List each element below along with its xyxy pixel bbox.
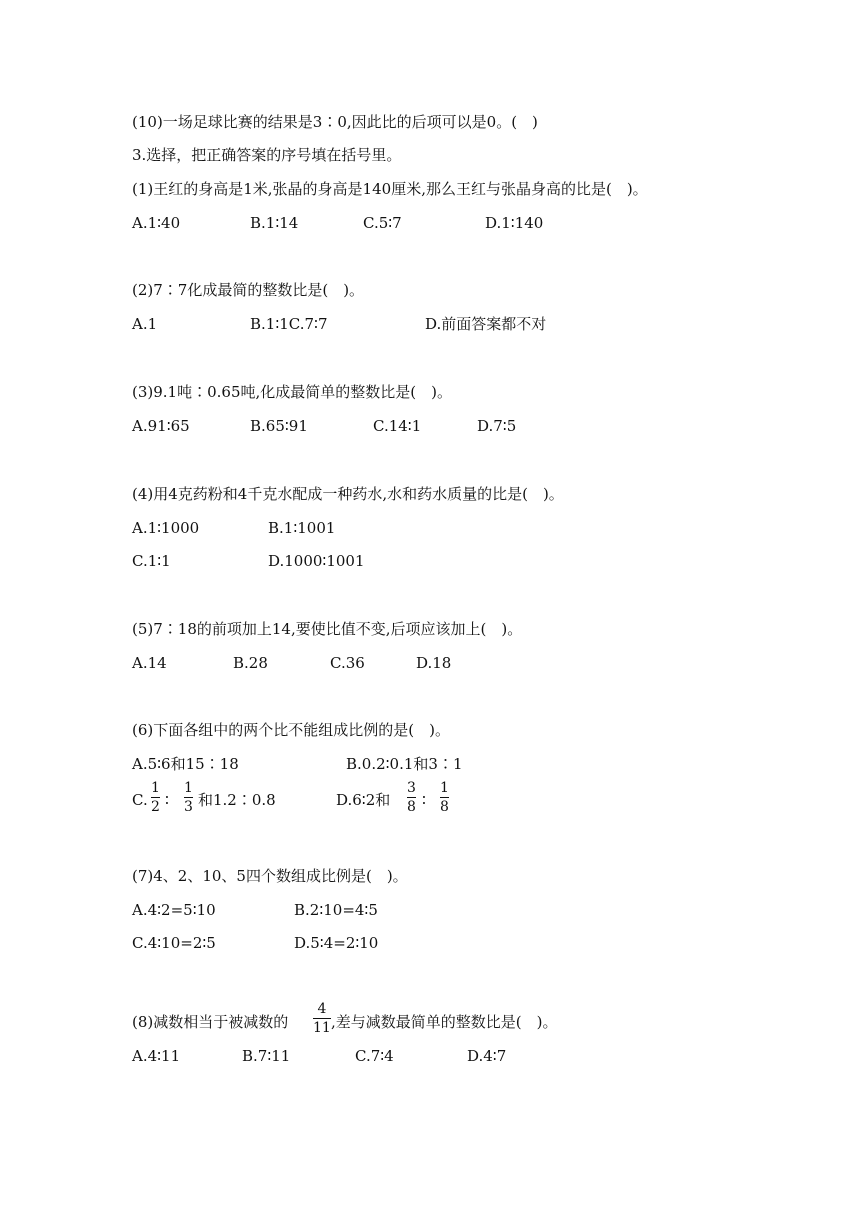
fraction-numerator: 4 [317,1001,327,1017]
question-8-option-b: B.7∶11 [242,1047,291,1065]
question-6-stem: (6)下面各组中的两个比不能组成比例的是( )。 [132,721,450,739]
question-6-option-c-fraction-2 [184,780,193,815]
question-1-option-c: C.5∶7 [363,214,402,232]
question-7-option-a: A.4∶2=5∶10 [132,901,216,919]
question-5-option-c: C.36 [330,654,365,672]
question-6-option-c-colon: ∶ [165,791,169,809]
fraction-numerator: 1 [440,780,449,796]
question-1-option-b: B.1∶14 [250,214,299,232]
question-6-option-b: B.0.2∶0.1和3∶1 [346,755,463,773]
question-5-option-d: D.18 [416,654,452,672]
fraction-denominator: 3 [184,799,193,815]
question-6-option-d-fraction-2 [440,780,449,815]
question-2-option-a: A.1 [132,315,158,333]
question-5-option-b: B.28 [233,654,268,672]
question-6-option-c-prefix: C. [132,791,148,809]
question-6-option-d-colon: ∶ [422,791,426,809]
fraction-numerator: 1 [151,780,160,796]
question-6-option-c-fraction-1 [151,780,160,815]
question-8-option-d: D.4∶7 [467,1047,507,1065]
question-3-stem: (3)9.1吨∶0.65吨,化成最简单的整数比是( )。 [132,383,452,401]
question-2-option-d: D.前面答案都不对 [425,315,547,333]
question-6-option-d-prefix: D.6∶2和 [336,791,391,809]
fraction-denominator: 11 [313,1020,331,1036]
question-4-stem: (4)用4克药粉和4千克水配成一种药水,水和药水质量的比是( )。 [132,485,564,503]
question-6-option-d-fraction-1 [407,780,416,815]
question-4-option-c: C.1∶1 [132,552,171,570]
question-7-option-b: B.2∶10=4∶5 [294,901,378,919]
question-3-option-c: C.14∶1 [373,417,422,435]
question-2-stem: (2)7∶7化成最简的整数比是( )。 [132,281,365,299]
fraction-denominator: 8 [407,799,416,815]
fraction-numerator: 1 [184,780,193,796]
question-8-fraction [313,1001,331,1036]
question-4-option-a: A.1∶1000 [132,519,200,537]
section-3-heading: 3.选择，把正确答案的序号填在括号里。 [132,146,402,164]
question-10: (10)一场足球比赛的结果是3∶0,因此比的后项可以是0。( ) [132,113,538,131]
question-4-option-b: B.1∶1001 [268,519,336,537]
question-1-stem: (1)王红的身高是1米,张晶的身高是140厘米,那么王红与张晶身高的比是( )。 [132,180,648,198]
question-7-option-d: D.5∶4=2∶10 [294,934,379,952]
question-2-option-bc: B.1∶1C.7∶7 [250,315,328,333]
question-6-option-c-suffix: 和1.2∶0.8 [198,791,276,809]
question-7-option-c: C.4∶10=2∶5 [132,934,216,952]
question-6-option-a: A.5∶6和15∶18 [132,755,239,773]
question-8-stem-suffix: ,差与减数最简单的整数比是( )。 [331,1013,558,1031]
question-3-option-b: B.65∶91 [250,417,308,435]
question-5-stem: (5)7∶18的前项加上14,要使比值不变,后项应该加上( )。 [132,620,523,638]
question-3-option-d: D.7∶5 [477,417,517,435]
question-7-stem: (7)4、2、10、5四个数组成比例是( )。 [132,867,408,885]
question-1-option-d: D.1∶140 [485,214,544,232]
fraction-denominator: 2 [151,799,160,815]
fraction-numerator: 3 [407,780,416,796]
question-4-option-d: D.1000∶1001 [268,552,365,570]
question-3-option-a: A.91∶65 [132,417,190,435]
question-5-option-a: A.14 [132,654,167,672]
question-1-option-a: A.1∶40 [132,214,181,232]
fraction-denominator: 8 [440,799,449,815]
question-8-stem-prefix: (8)减数相当于被减数的 [132,1013,289,1031]
question-8-option-a: A.4∶11 [132,1047,181,1065]
question-8-option-c: C.7∶4 [355,1047,394,1065]
